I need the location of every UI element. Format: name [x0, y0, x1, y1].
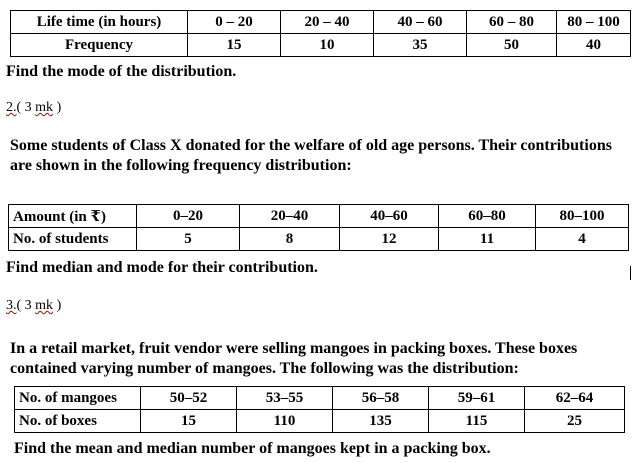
table-cell: No. of students — [9, 228, 137, 251]
table-cell: 20 – 40 — [281, 11, 374, 34]
table-cell: No. of boxes — [15, 410, 141, 433]
table-cell: 12 — [340, 228, 439, 251]
table-cell: Frequency — [11, 34, 188, 57]
table-cell: 115 — [429, 410, 525, 433]
table-cell: 10 — [281, 34, 374, 57]
table-cell: 53–55 — [237, 387, 333, 410]
q2-question: Find median and mode for their contribution. — [6, 259, 318, 276]
q1-question: Find the mode of the distribution. — [6, 63, 237, 80]
table-cell: 135 — [333, 410, 429, 433]
table-cell: Life time (in hours) — [11, 11, 188, 34]
table-cell: Amount (in ₹) — [9, 205, 137, 228]
q3-question: Find the mean and median number of mangoes kept in a packing box. — [14, 440, 491, 457]
table-cell: 15 — [141, 410, 237, 433]
table-row — [11, 11, 631, 34]
q3-table — [14, 386, 625, 433]
table-cell: 50 — [467, 34, 557, 57]
q3-marks-unit: mk — [35, 298, 54, 313]
q2-number-text: 2. — [6, 100, 17, 115]
table-cell: 80–100 — [536, 205, 629, 228]
table-cell: 40–60 — [340, 205, 439, 228]
table-cell: 40 – 60 — [374, 11, 467, 34]
table-cell: 11 — [439, 228, 536, 251]
table-row — [15, 410, 625, 433]
table-cell: 5 — [137, 228, 240, 251]
q2-marks-close: ) — [53, 100, 62, 115]
table-cell: 0–20 — [137, 205, 240, 228]
q3-paragraph: In a retail market, fruit vendor were selling mangoes in packing boxes. These boxes contained varying number of mangoes. The following was the distribution: — [10, 340, 578, 377]
table-cell: 4 — [536, 228, 629, 251]
table-cell: No. of mangoes — [15, 387, 141, 410]
table-cell: 8 — [240, 228, 340, 251]
q3-number-text: 3. — [6, 298, 17, 313]
table-cell: 62–64 — [525, 387, 625, 410]
q3-marks-open: ( 3 — [16, 298, 36, 313]
table-cell: 80 – 100 — [557, 11, 631, 34]
q3-number — [6, 298, 61, 314]
table-row — [11, 34, 631, 57]
q2-marks-unit: mk — [35, 100, 54, 115]
q2-number — [6, 100, 61, 116]
table-cell: 50–52 — [141, 387, 237, 410]
q3-marks-close: ) — [53, 298, 62, 313]
q2-table — [8, 204, 629, 251]
table-row — [9, 228, 629, 251]
text-cursor — [630, 266, 631, 280]
table-cell: 110 — [237, 410, 333, 433]
table-cell: 60–80 — [439, 205, 536, 228]
table-cell: 20–40 — [240, 205, 340, 228]
q2-marks-open: ( 3 — [16, 100, 36, 115]
table-cell: 0 – 20 — [188, 11, 281, 34]
q2-paragraph: Some students of Class X donated for the welfare of old age persons. Their contributions are shown in the following frequency distribution: — [10, 137, 612, 174]
table-cell: 25 — [525, 410, 625, 433]
table-cell: 35 — [374, 34, 467, 57]
table-row — [9, 205, 629, 228]
table-row — [15, 387, 625, 410]
table-cell: 60 – 80 — [467, 11, 557, 34]
table-cell: 40 — [557, 34, 631, 57]
table-cell: 56–58 — [333, 387, 429, 410]
table-cell: 15 — [188, 34, 281, 57]
table-cell: 59–61 — [429, 387, 525, 410]
q1-table — [10, 10, 631, 57]
